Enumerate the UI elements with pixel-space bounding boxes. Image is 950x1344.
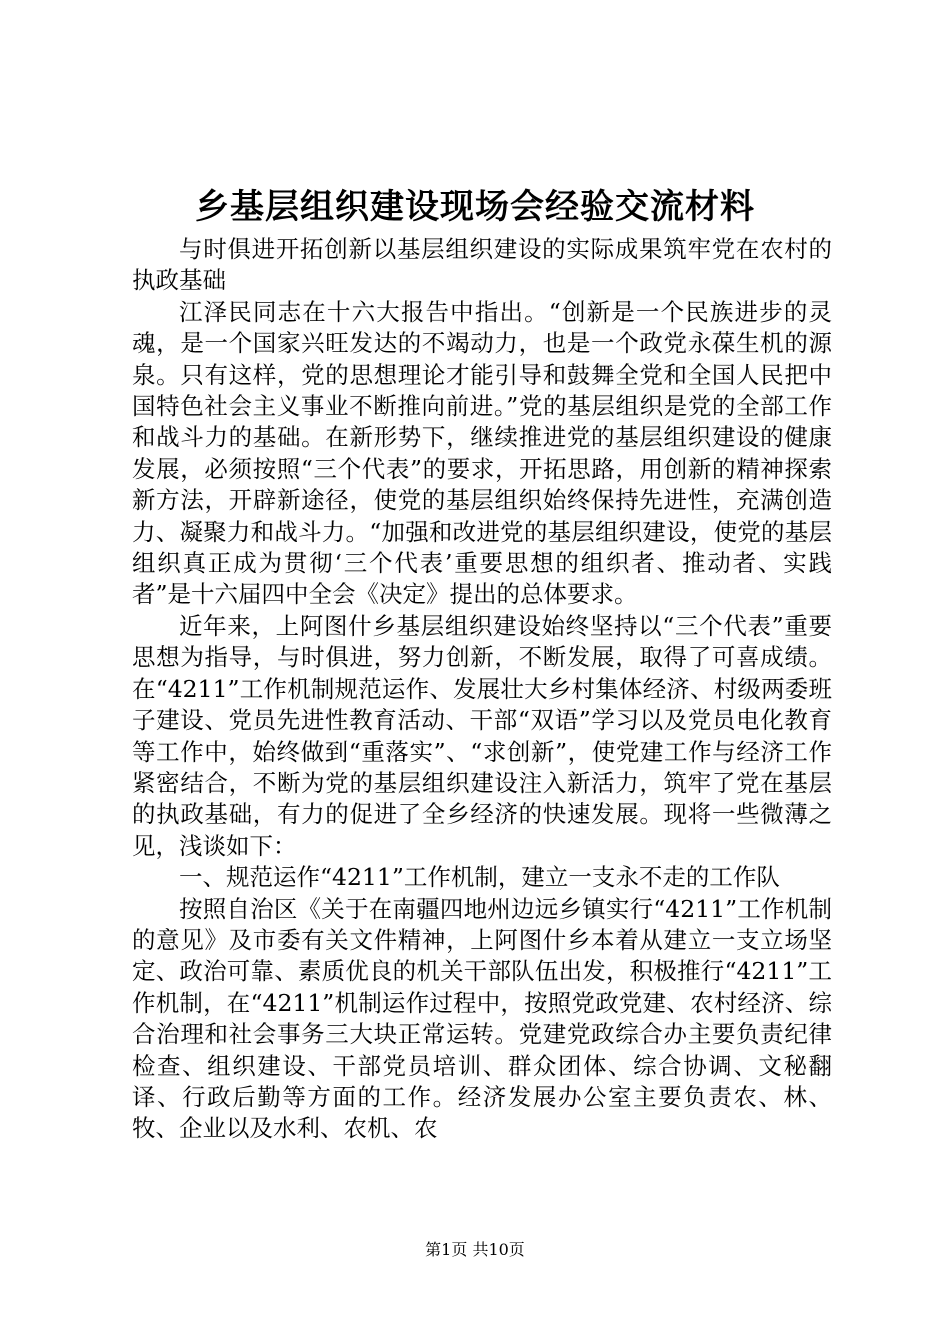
- paragraph-intro: 江泽民同志在十六大报告中指出。“创新是一个民族进步的灵魂，是一个国家兴旺发达的不竭动力，也是一个政党永葆生机的源泉。只有这样，党的思想理论才能引导和鼓舞全党和全国人民把中国特色社会主义事业不断推向前进。”党的基层组织是党的全部工作和战斗力的基础。在新形势下，继续推进党的基层组织建设的健康发展，必须按照“三个代表”的要求，开拓思路，用创新的精神探索新方法，开辟新途径，使党的基层组织始终保持先进性，充满创造力、凝聚力和战斗力。“加强和改进党的基层组织建设，使党的基层组织真正成为贯彻‘三个代表’重要思想的组织者、推动者、实践者”是十六届四中全会《决定》提出的总体要求。: [132, 297, 832, 609]
- paragraph-achievements: 近年来，上阿图什乡基层组织建设始终坚持以“三个代表”重要思想为指导，与时俱进，努力创新，不断发展，取得了可喜成绩。在“4211”工作机制规范运作、发展壮大乡村集体经济、村级两委班子建设、党员先进性教育活动、干部“双语”学习以及党员电化教育等工作中，始终做到“重落实”、“求创新”，使党建工作与经济工作紧密结合，不断为党的基层组织建设注入新活力，筑牢了党在基层的执政基础，有力的促进了全乡经济的快速发展。现将一些微薄之见，浅谈如下：: [132, 611, 832, 860]
- page-number-footer: 第1页 共10页: [425, 1240, 525, 1259]
- paragraph-section-1: 按照自治区《关于在南疆四地州边远乡镇实行“4211”工作机制的意见》及市委有关文件精神，上阿图什乡本着从建立一支立场坚定、政治可靠、素质优良的机关干部队伍出发，积极推行“4211”工作机制，在“4211”机制运作过程中，按照党政党建、农村经济、综合治理和社会事务三大块正常运转。党建党政综合办主要负责纪律检查、组织建设、干部党员培训、群众团体、综合协调、文秘翻译、行政后勤等方面的工作。经济发展办公室主要负责农、林、牧、企业以及水利、农机、农: [132, 894, 832, 1143]
- paragraph-subtitle: 与时俱进开拓创新以基层组织建设的实际成果筑牢党在农村的执政基础: [132, 235, 832, 295]
- document-body: [132, 234, 832, 1145]
- document-title: 乡基层组织建设现场会经验交流材料: [195, 187, 755, 227]
- section-heading-1: 一、规范运作“4211”工作机制，建立一支永不走的工作队: [179, 863, 780, 892]
